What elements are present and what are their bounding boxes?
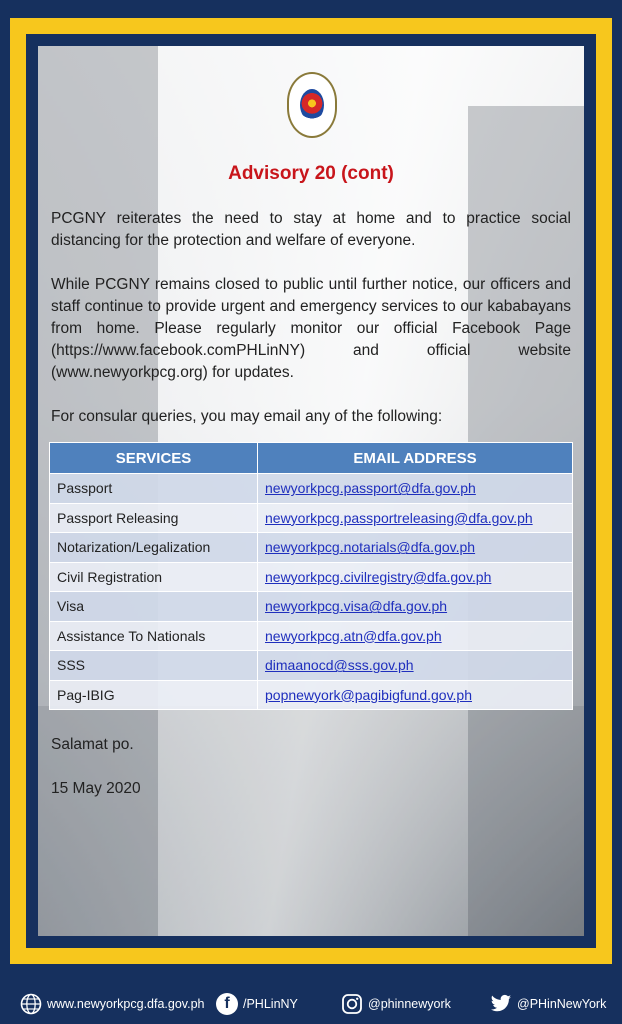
table-row bbox=[50, 680, 573, 710]
table-row bbox=[50, 651, 573, 681]
service-cell: Notarization/Legalization bbox=[50, 533, 258, 563]
table-row bbox=[50, 533, 573, 563]
advisory-panel bbox=[38, 46, 584, 936]
email-link[interactable]: newyorkpcg.notarials@dfa.gov.ph bbox=[258, 533, 573, 563]
closing-date: 15 May 2020 bbox=[51, 780, 141, 797]
service-cell: Passport bbox=[50, 474, 258, 504]
header-email: EMAIL ADDRESS bbox=[258, 443, 573, 474]
email-link[interactable]: dimaanocd@sss.gov.ph bbox=[258, 651, 573, 681]
service-cell: Pag-IBIG bbox=[50, 680, 258, 710]
service-cell: Civil Registration bbox=[50, 562, 258, 592]
globe-icon bbox=[20, 993, 42, 1015]
advisory-title: Advisory 20 (cont) bbox=[228, 163, 394, 184]
table-row bbox=[50, 592, 573, 622]
service-cell: Assistance To Nationals bbox=[50, 621, 258, 651]
twitter-bird-icon bbox=[490, 993, 512, 1015]
footer-facebook-text: /PHLinNY bbox=[243, 997, 298, 1011]
paragraph-stay-home: PCGNY reiterates the need to stay at home and to practice social distancing for the protection and welfare of everyone. bbox=[51, 210, 571, 249]
email-link[interactable]: popnewyork@pagibigfund.gov.ph bbox=[258, 680, 573, 710]
table-row bbox=[50, 503, 573, 533]
services-table bbox=[49, 442, 573, 710]
email-link[interactable]: newyorkpcg.passportreleasing@dfa.gov.ph bbox=[258, 503, 573, 533]
paragraph-queries: For consular queries, you may email any of the following: bbox=[51, 408, 443, 425]
footer-facebook[interactable] bbox=[216, 993, 298, 1015]
footer-bar bbox=[0, 984, 622, 1024]
consulate-seal-icon bbox=[287, 72, 337, 138]
table-row bbox=[50, 474, 573, 504]
facebook-icon: f bbox=[216, 993, 238, 1015]
email-link[interactable]: newyorkpcg.visa@dfa.gov.ph bbox=[258, 592, 573, 622]
email-link[interactable]: newyorkpcg.atn@dfa.gov.ph bbox=[258, 621, 573, 651]
header-services: SERVICES bbox=[50, 443, 258, 474]
service-cell: SSS bbox=[50, 651, 258, 681]
service-cell: Passport Releasing bbox=[50, 503, 258, 533]
footer-twitter[interactable] bbox=[490, 993, 606, 1015]
email-link[interactable]: newyorkpcg.passport@dfa.gov.ph bbox=[258, 474, 573, 504]
table-row bbox=[50, 562, 573, 592]
footer-website-text: www.newyorkpcg.dfa.gov.ph bbox=[47, 997, 205, 1011]
footer-twitter-text: @PHinNewYork bbox=[517, 997, 607, 1011]
table-header-row bbox=[50, 443, 573, 474]
instagram-icon bbox=[341, 993, 363, 1015]
footer-instagram-text: @phinnewyork bbox=[368, 997, 451, 1011]
email-link[interactable]: newyorkpcg.civilregistry@dfa.gov.ph bbox=[258, 562, 573, 592]
paragraph-services: While PCGNY remains closed to public until further notice, our officers and staff continue to provide urgent and emergency services to our kababayans from home. Please regularly monitor our official Facebook Page (https://www.facebook.comPHLinNY) and official website (www.newyorkpcg.org) for updates. bbox=[51, 276, 571, 381]
footer-website[interactable] bbox=[20, 993, 205, 1015]
service-cell: Visa bbox=[50, 592, 258, 622]
footer-instagram[interactable] bbox=[341, 993, 451, 1015]
closing-thanks: Salamat po. bbox=[51, 736, 134, 753]
table-row bbox=[50, 621, 573, 651]
